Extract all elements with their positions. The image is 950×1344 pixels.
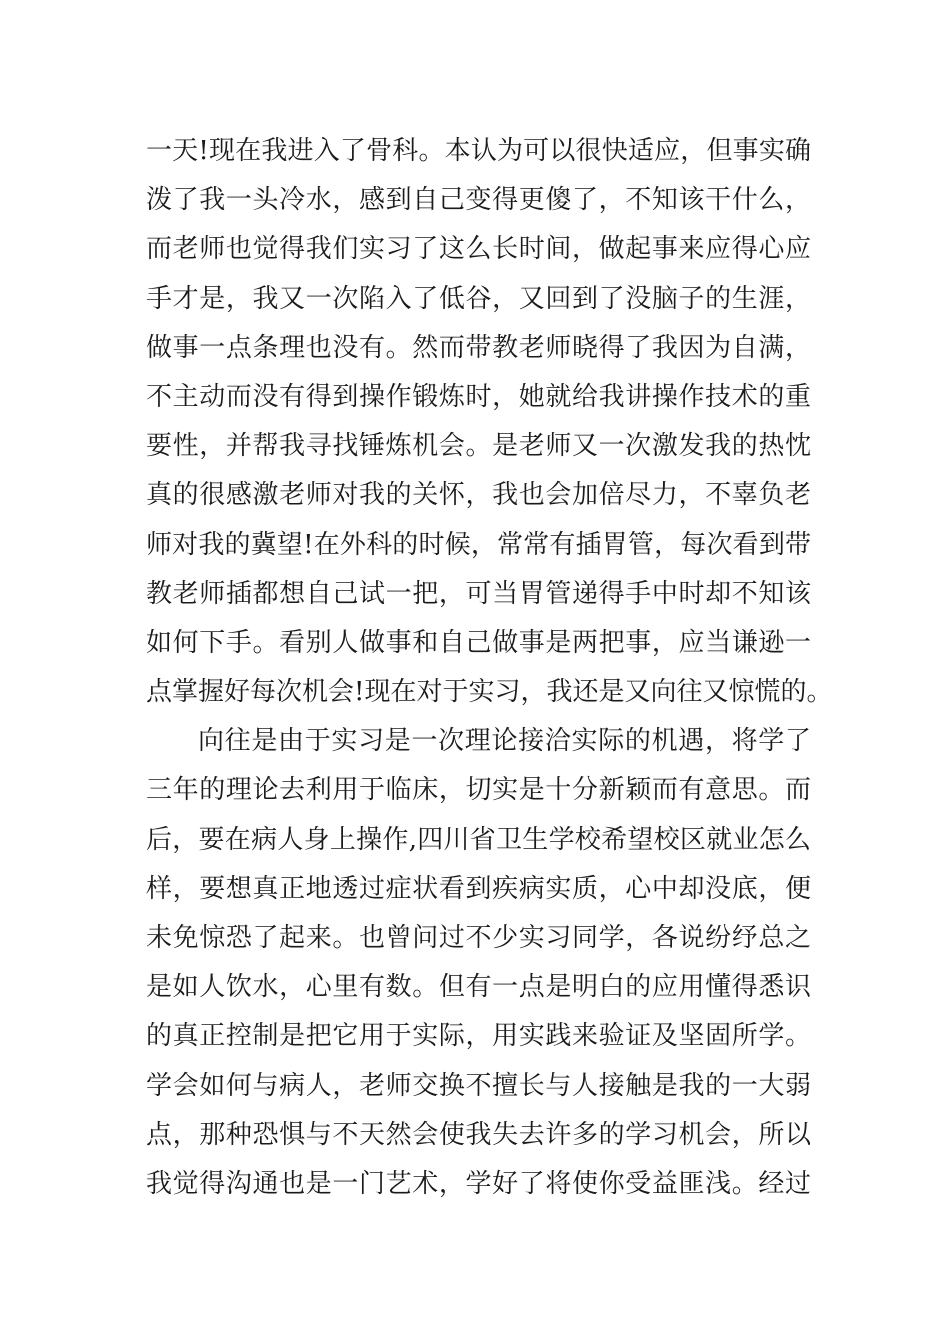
text-line: 未免惊恐了起来。也曾问过不少实习同学，各说纷纾总之 (146, 923, 811, 953)
text-line: 如何下手。看别人做事和自己做事是两把事，应当谦逊一 (146, 627, 811, 658)
text-line: 泼了我一头冷水，感到自己变得更傻了，不知该干什么， (146, 185, 811, 216)
text-line: 的真正控制是把它用于实际，用实践来验证及坚固所学。 (146, 1021, 811, 1052)
text-line: 是如人饮水，心里有数。但有一点是明白的应用懂得悉识 (146, 972, 811, 1003)
text-line: 我觉得沟通也是一门艺术，学好了将使你受益匪浅。经过 (146, 1168, 811, 1199)
text-line: 点，那种恐惧与不天然会使我失去许多的学习机会，所以 (146, 1119, 811, 1150)
text-line: 做事一点条理也没有。然而带教老师晓得了我因为自满， (146, 332, 811, 363)
text-line: 不主动而没有得到操作锻炼时，她就给我讲操作技术的重 (146, 381, 811, 412)
paragraph-end-line: 点掌握好每次机会!现在对于实习，我还是又向往又惊慌的。 (146, 677, 833, 708)
text-line: 手才是，我又一次陷入了低谷，又回到了没脑子的生涯， (146, 283, 811, 314)
text-line: 学会如何与病人，老师交换不擅长与人接触是我的一大弱 (146, 1070, 811, 1101)
paragraph-start-line: 向往是由于实习是一次理论接洽实际的机遇，将学了 (198, 726, 811, 757)
text-line: 教老师插都想自己试一把，可当胃管递得手中时却不知该 (146, 578, 811, 609)
text-line: 后，要在病人身上操作,四川省卫生学校希望校区就业怎么 (146, 824, 811, 855)
text-line: 样，要想真正地透过症状看到疾病实质，心中却没底，便 (146, 873, 811, 904)
text-line: 要性，并帮我寻找锤炼机会。是老师又一次激发我的热忱 (146, 431, 811, 462)
text-line: 一天!现在我进入了骨科。本认为可以很快适应，但事实确 (146, 136, 811, 166)
text-line: 三年的理论去利用于临床，切实是十分新颖而有意思。而 (146, 775, 811, 806)
text-line: 师对我的冀望!在外科的时候，常常有插胃管，每次看到带 (146, 529, 811, 560)
body-text (146, 127, 833, 1209)
text-line: 而老师也觉得我们实习了这么长时间，做起事来应得心应 (146, 234, 811, 265)
text-line: 真的很感激老师对我的关怀，我也会加倍尽力，不辜负老 (146, 480, 811, 511)
